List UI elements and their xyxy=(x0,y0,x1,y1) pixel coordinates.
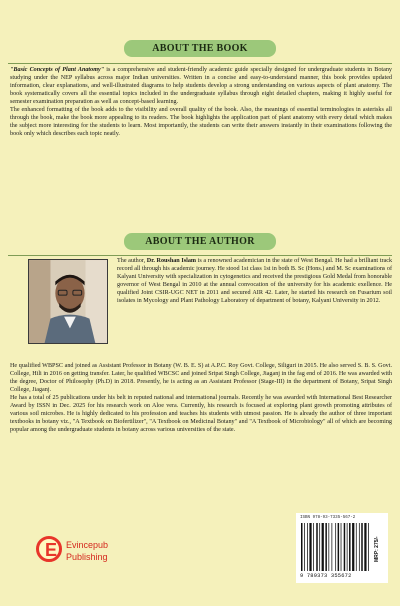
barcode-bar xyxy=(322,523,324,571)
about-book-paragraph-2: The enhanced formatting of the book adds to the visibility and overall quality of the book. Also, the meanings of essential terminologies in asterisks all through the book, make the book more appealing to its readers. The book highlights the application part of plant anatomy with every detail which makes the subject more interesting for the students to learn. Most importantly, the students can write their answers instantly in their examinations following the book only which describes each topic neatly. xyxy=(10,107,392,138)
barcode-icon xyxy=(300,523,372,571)
barcode-bar xyxy=(338,523,340,571)
about-author-paragraph-3: He has a total of 25 publications under his belt in reputed national and international journals. Recently he was awarded with International Best Researcher Award by ISSN in Dec. 2025 for his research work on Aloe vera. Currently, his research is focused at exploring plant growth promoting attributes of various soil microbes. He is highly dedicated to his profession and teaches his students with utmost passion. He is already the author of three important textbooks in botany viz., "A Textbook on Biofertilizer", "A Textbook on Medicinal Botany" and "A Textbook of Microbiology" all of which are becoming popular among the undergraduate students in botany across various universities of the state. xyxy=(10,395,392,434)
barcode-bar xyxy=(359,523,360,571)
publisher-name-line-2: Publishing xyxy=(66,552,108,562)
book-title: "Basic Concepts of Plant Anatomy" xyxy=(10,67,105,73)
barcode-bar xyxy=(361,523,363,571)
barcode-bar xyxy=(352,523,354,571)
barcode-bar xyxy=(332,523,333,571)
isbn-digits: 9 789373 355672 xyxy=(300,573,352,579)
author-photo xyxy=(28,259,108,344)
barcode-bar xyxy=(344,523,346,571)
barcode-bar xyxy=(368,523,369,571)
barcode-bar xyxy=(304,523,305,571)
barcode-bar xyxy=(309,523,311,571)
barcode-bar xyxy=(356,523,357,571)
isbn-barcode xyxy=(296,513,388,583)
divider xyxy=(8,255,392,256)
about-author-paragraph-2: He qualified WBPSC and joined as Assistant Professor in Botany (W. B. E. S) at A.P.C. Roy Govt. College, Siliguri in 2015. He also served S. B. S. Govt. College, Hili in 2016 on getting transfer. Later, he qualified WBCSC and joined Sripat Singh College, Jiaganj in the fag end of 2016. He was awarded with the degree, Doctor of Philosophy (Ph.D) in 2018. Presently, he is acting as an Assistant Professor (Stage-III) in the department of Botany, Sripat Singh College, Jiaganj. xyxy=(10,363,392,394)
about-book-text xyxy=(10,66,392,138)
barcode-bar xyxy=(349,523,351,571)
barcode-bar xyxy=(335,523,336,571)
barcode-bar xyxy=(325,523,327,571)
logo-ring-icon: E xyxy=(36,536,62,562)
publisher-name-line-1: Evincepub xyxy=(66,540,109,550)
barcode-bar xyxy=(319,523,320,571)
about-author-heading: ABOUT THE AUTHOR xyxy=(124,233,276,250)
about-book-heading: ABOUT THE BOOK xyxy=(124,40,276,57)
about-author-intro: The author, Dr. Roushan Islam is a renowned academician in the state of West Bengal. He had a brilliant track record all through his academic journey. He stood 1st class 1st in both B. Sc (Hons.) and M. Sc examinations of Kalyani University with specialization in cytogenetics and received the prestigious Gold Medal from honorable governor of West Bengal in 2010 at the annual convocation of the university for his academic exellence. He qualified Joint CSIR-UGC NET in 2011 and secured AIR 42. Later, he started his research on Fusarium soil isolates in Mycology and Plant Pathology Laboratory of department of botany, Kalyani University in 2012. xyxy=(117,258,393,305)
mrp-label: MRP: 275/- xyxy=(374,536,380,562)
barcode-bar xyxy=(328,523,329,571)
barcode-bar xyxy=(316,523,318,571)
author-portrait-image xyxy=(29,260,107,343)
barcode-bar xyxy=(347,523,348,571)
barcode-bar xyxy=(307,523,308,571)
isbn-label: ISBN 978-93-7335-567-2 xyxy=(300,516,356,520)
barcode-bar xyxy=(313,523,314,571)
about-author-details xyxy=(10,362,392,434)
barcode-bar xyxy=(364,523,366,571)
about-book-paragraph-1: "Basic Concepts of Plant Anatomy" is a comprehensive and student-friendly academic guide specially designed for undergraduate students in Botany studying under the NEP syllabus across major Indian universities. Written in a concise and easy-to-understand manner, this book provides updated information, clear explanations, and well-illustrated diagrams to help students develop a strong understanding on various aspects of plant anatomy. The book systematically covers all the essential topics included in the undergraduate syllabus through eight detailed chapters, making it highly useful for semester examination preparation as well as concept-based learning. xyxy=(10,67,393,106)
publisher-logo xyxy=(36,528,109,572)
author-name: Dr. Roushan Islam xyxy=(146,258,197,264)
barcode-bar xyxy=(341,523,342,571)
divider xyxy=(8,63,392,64)
barcode-bar xyxy=(301,523,303,571)
